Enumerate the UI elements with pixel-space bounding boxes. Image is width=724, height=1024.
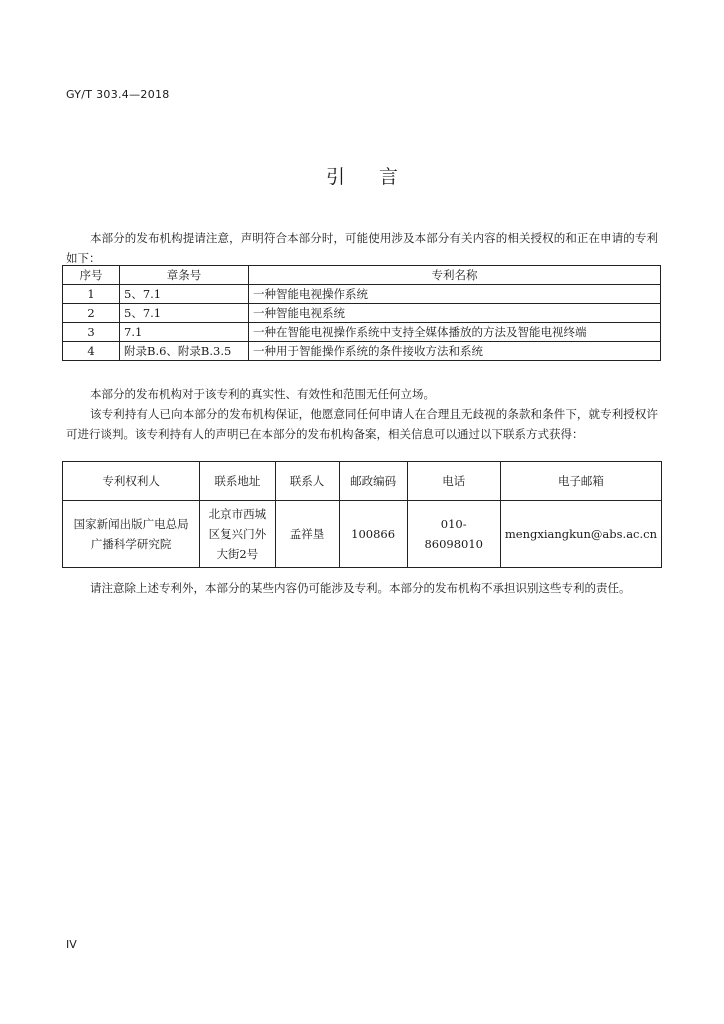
holder-line: 广播科学研究院 xyxy=(90,537,172,551)
table-cell: 3 xyxy=(63,323,120,342)
column-header: 序号 xyxy=(63,266,120,285)
contact-table-header xyxy=(63,462,662,501)
contact-table xyxy=(62,461,662,568)
table-cell: 5、7.1 xyxy=(120,285,249,304)
table-cell: 附录B.6、附录B.3.5 xyxy=(120,342,249,361)
statement-paragraph: 本部分的发布机构对于该专利的真实性、有效性和范围无任何立场。 xyxy=(90,387,435,401)
closing-paragraph: 请注意除上述专利外，本部分的某些内容仍可能涉及专利。本部分的发布机构不承担识别这些专利的责任。 xyxy=(90,581,631,595)
column-header: 章条号 xyxy=(120,266,249,285)
table-row xyxy=(63,501,662,568)
holder-paragraph: 该专利持有人已向本部分的发布机构保证，他愿意同任何申请人在合理且无歧视的条款和条件下，就专利授权许可进行谈判。该专利持有人的声明已在本部分的发布机构备案，相关信息可以通过以下联系方式获得： xyxy=(66,407,658,441)
address-line: 大街2号 xyxy=(216,547,259,561)
column-header: 电话 xyxy=(407,462,500,501)
table-row xyxy=(63,323,661,342)
phone-cell: 010-86098010 xyxy=(407,501,500,568)
page-title: 引言 xyxy=(325,166,432,188)
table-cell: 一种智能电视系统 xyxy=(249,304,661,323)
intro-paragraph: 本部分的发布机构提请注意，声明符合本部分时，可能使用涉及本部分有关内容的相关授权的和正在申请的专利如下： xyxy=(66,231,658,265)
column-header: 电子邮箱 xyxy=(500,462,661,501)
table-cell: 7.1 xyxy=(120,323,249,342)
column-header: 邮政编码 xyxy=(339,462,407,501)
table-row xyxy=(63,342,661,361)
holder-cell xyxy=(63,501,200,568)
table-cell: 2 xyxy=(63,304,120,323)
table-cell: 一种用于智能操作系统的条件接收方法和系统 xyxy=(249,342,661,361)
address-cell xyxy=(200,501,275,568)
table-cell: 1 xyxy=(63,285,120,304)
document-code: GY/T 303.4—2018 xyxy=(66,88,170,101)
postcode-cell: 100866 xyxy=(339,501,407,568)
column-header: 专利名称 xyxy=(249,266,661,285)
contact-person-cell: 孟祥垦 xyxy=(275,501,339,568)
table-cell: 一种智能电视操作系统 xyxy=(249,285,661,304)
column-header: 联系人 xyxy=(275,462,339,501)
email-cell: mengxiangkun@abs.ac.cn xyxy=(500,501,661,568)
column-header: 专利权利人 xyxy=(63,462,200,501)
column-header: 联系地址 xyxy=(200,462,275,501)
patent-table-header xyxy=(63,266,661,285)
table-cell: 4 xyxy=(63,342,120,361)
table-cell: 一种在智能电视操作系统中支持全媒体播放的方法及智能电视终端 xyxy=(249,323,661,342)
address-line: 北京市西城 xyxy=(208,507,267,521)
address-line: 区复兴门外 xyxy=(208,527,267,541)
patent-table xyxy=(62,265,661,361)
table-cell: 5、7.1 xyxy=(120,304,249,323)
table-row xyxy=(63,304,661,323)
page-number: IV xyxy=(66,938,77,951)
table-row xyxy=(63,285,661,304)
holder-line: 国家新闻出版广电总局 xyxy=(73,517,189,531)
